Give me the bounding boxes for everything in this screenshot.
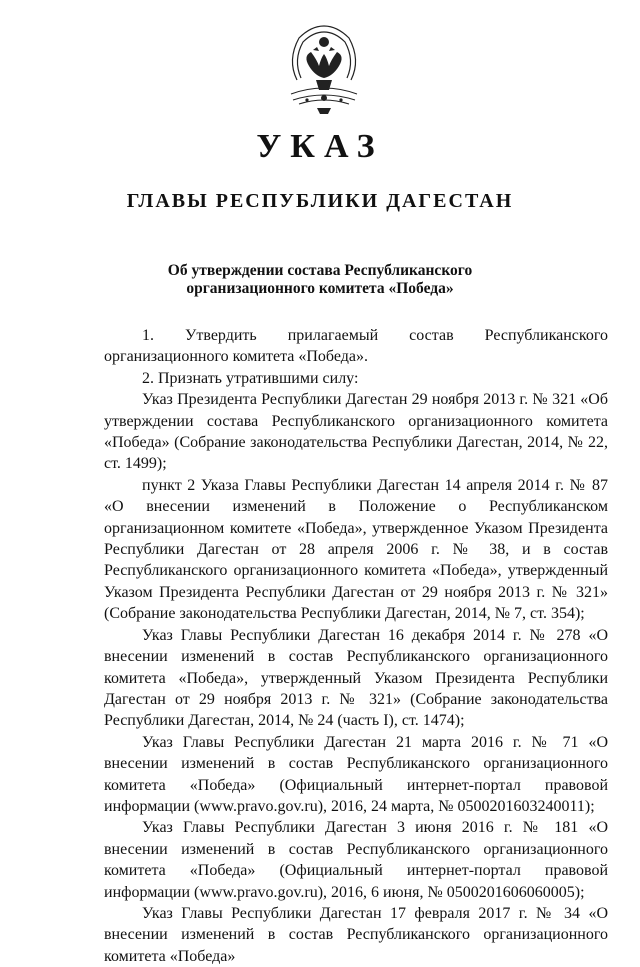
paragraph: Указ Президента Республики Дагестан 29 ноября 2013 г. № 321 «Об утверждении состава Республиканского организационного комитета «Победа» (Собрание законодательства Республики Дагестан, 2014, № 22, ст. 1499); <box>104 391 608 473</box>
heading-line-2: организационного комитета «Победа» <box>186 280 454 297</box>
document-subtitle: ГЛАВЫ РЕСПУБЛИКИ ДАГЕСТАН <box>126 190 514 212</box>
coat-of-arms-icon <box>283 20 365 118</box>
paragraph: Указ Главы Республики Дагестан 16 декабря 2014 г. № 278 «О внесении изменений в состав Республиканского организационного комитета «Победа», утвержденный Указом Президента Республики Дагестан от 29 ноября 2013 г. № 321» (Собрание законодательства Республики Дагестан, 2014, № 24 (часть I), ст. 1474); <box>104 626 608 730</box>
paragraph: 2. Признать утратившими силу: <box>142 369 359 387</box>
paragraph: пункт 2 Указа Главы Республики Дагестан 14 апреля 2014 г. № 87 «О внесении изменений в Положение о Республиканском организационном комитете «Победа», утвержденное Указом Президента Республики Дагестан от 28 апреля 2006 г. № 38, и в состав Республиканского организационного комитета «Победа», утвержденный Указом Президента Республики Дагестан от 29 ноября 2013 г. № 321» (Собрание законодательства Республики Дагестан, 2014, № 7, ст. 354); <box>104 476 608 623</box>
document-title: УКАЗ <box>256 128 384 165</box>
paragraph: Указ Главы Республики Дагестан 3 июня 2016 г. № 181 «О внесении изменений в состав Республиканского организационного комитета «Победа» (Официальный интернет-портал правовой информации (www.pravo.gov.ru), 2016, 6 июня, № 0500201606060005); <box>104 819 608 901</box>
paragraph: Указ Главы Республики Дагестан 17 февраля 2017 г. № 34 «О внесении изменений в состав Республиканского организационного комитета «Победа» <box>104 904 608 965</box>
document-heading <box>0 262 640 298</box>
document-body <box>104 325 608 967</box>
paragraph: Указ Главы Республики Дагестан 21 марта 2016 г. № 71 «О внесении изменений в состав Республиканского организационного комитета «Победа» (Официальный интернет-портал правовой информации (www.pravo.gov.ru), 2016, 24 марта, № 0500201603240011); <box>104 733 608 815</box>
paragraph: 1. Утвердить прилагаемый состав Республиканского организационного комитета «Победа». <box>104 327 608 366</box>
heading-line-1: Об утверждении состава Республиканского <box>167 262 473 279</box>
